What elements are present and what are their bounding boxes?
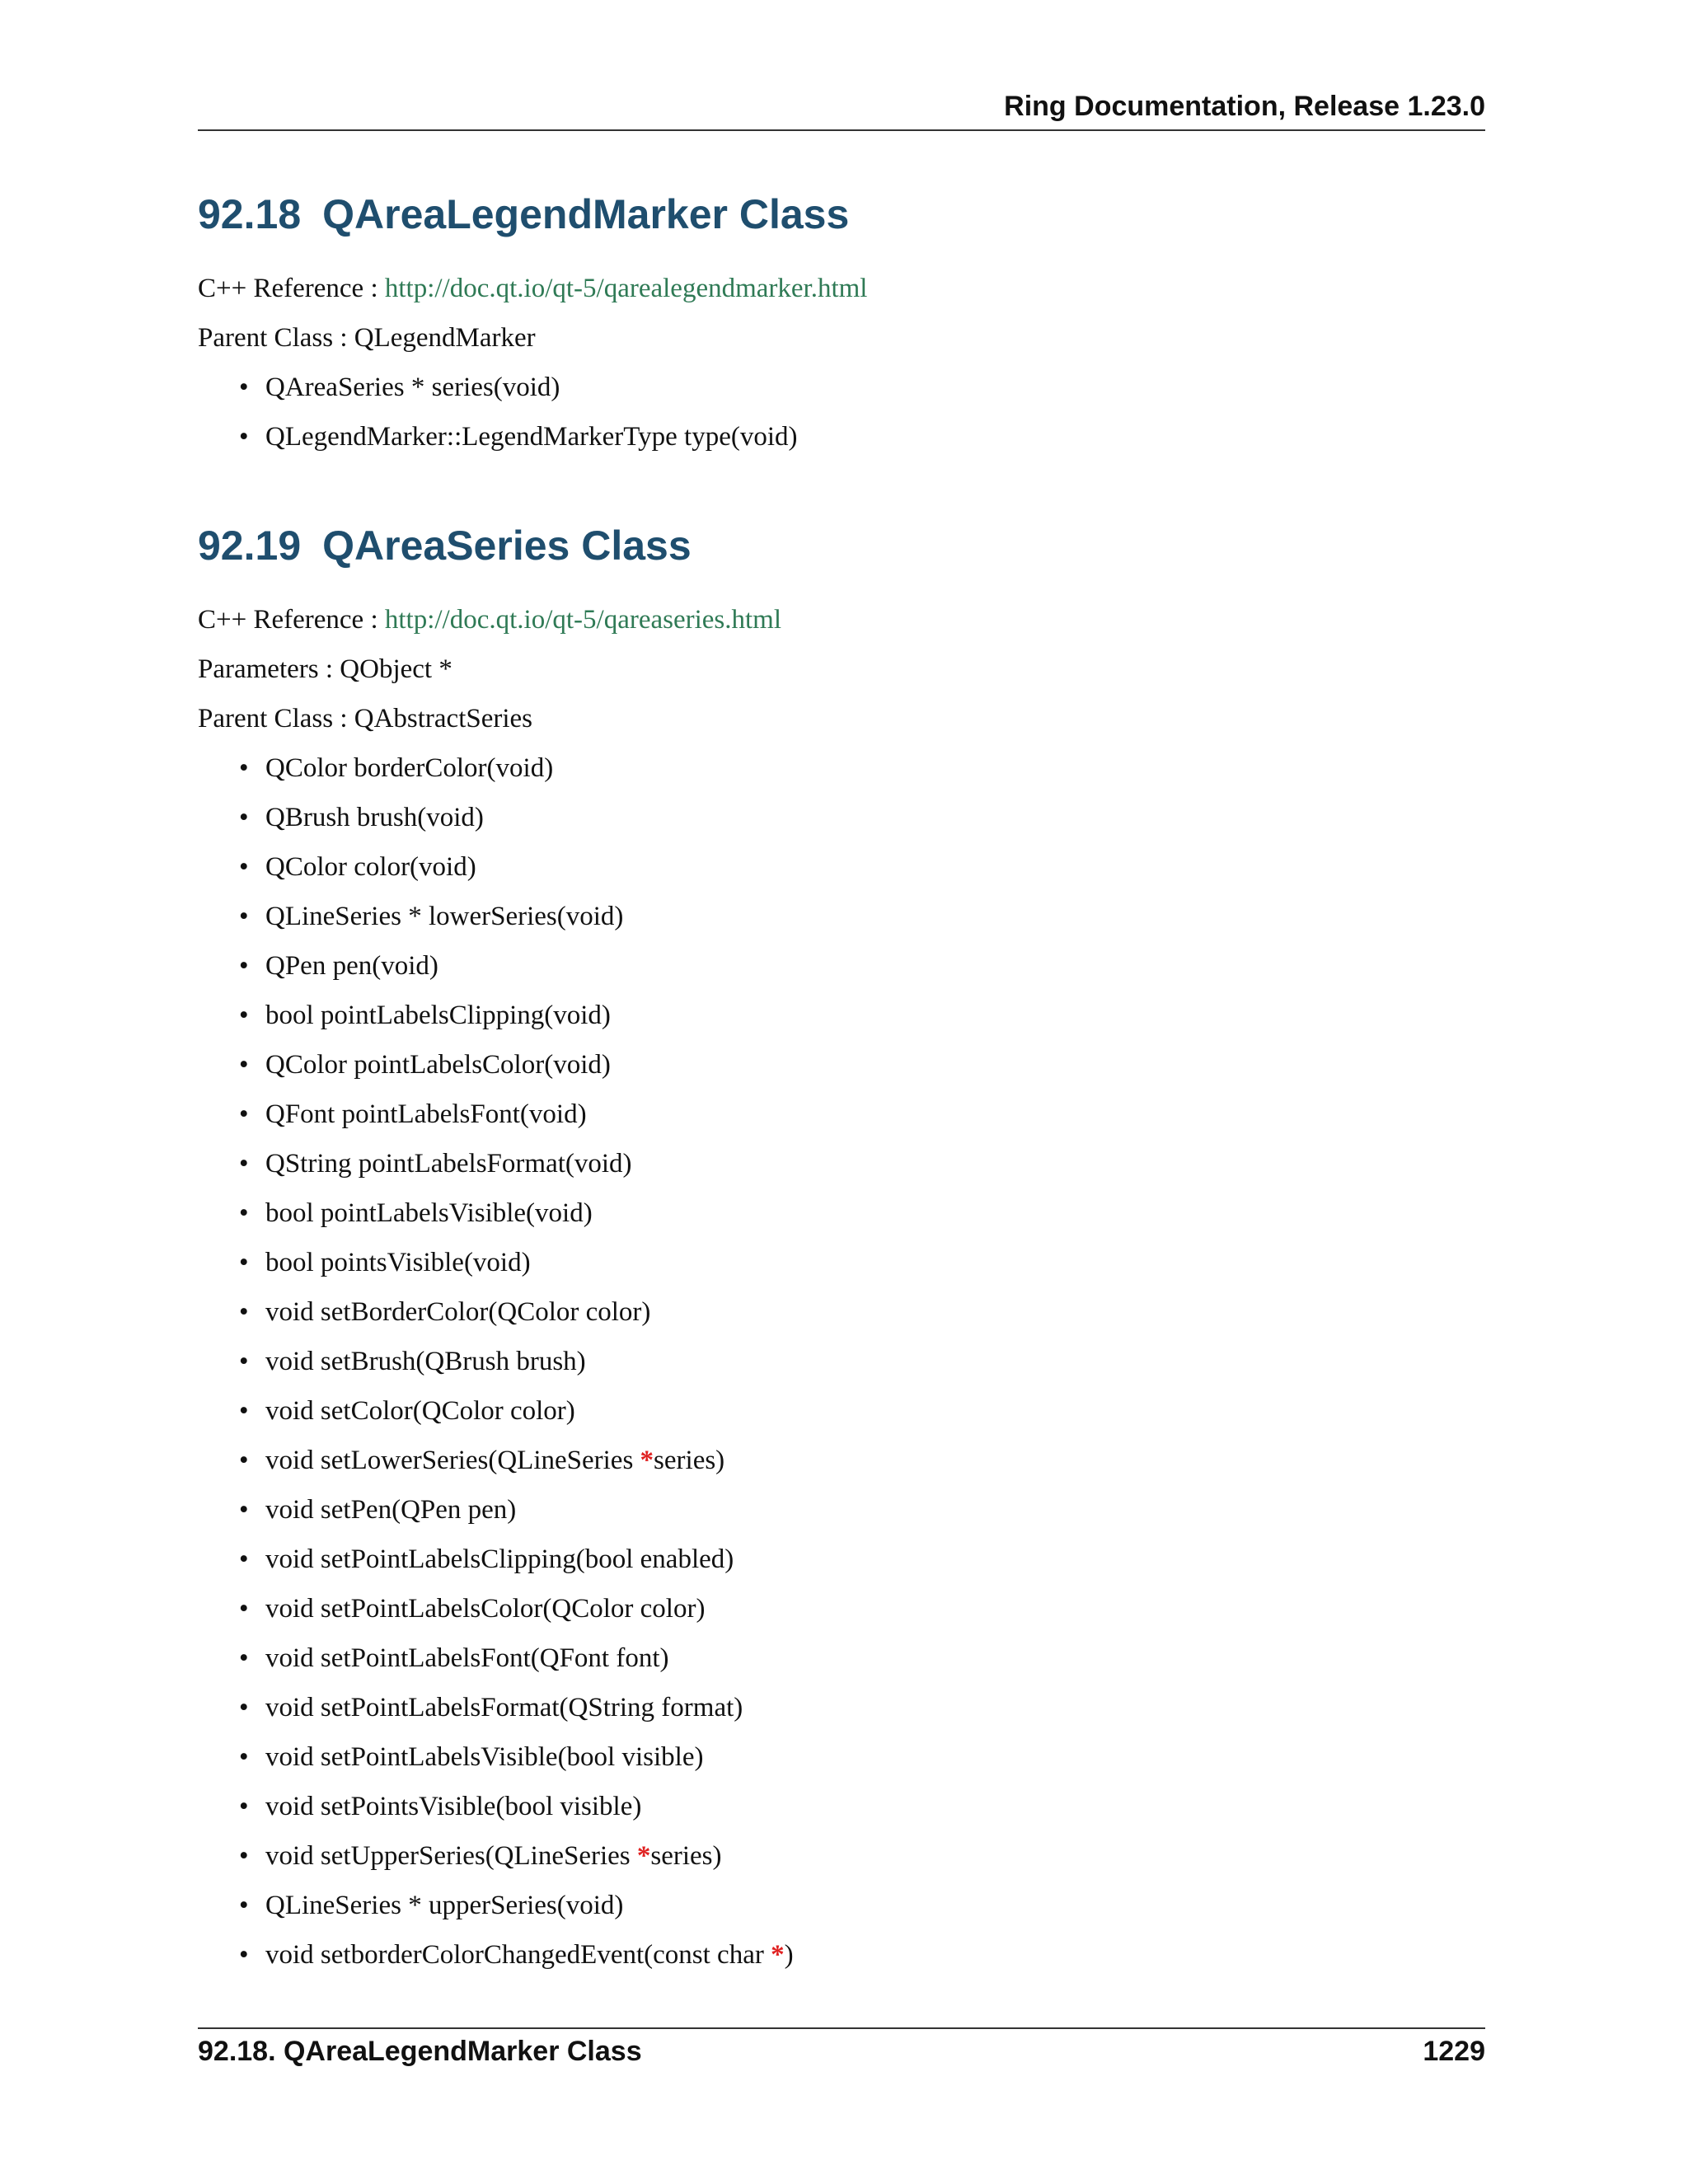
- section-title: [198, 521, 1485, 570]
- bullet: •: [239, 1495, 249, 1525]
- pointer-asterisk: *: [771, 1940, 785, 1970]
- method-signature: void setColor(QColor color): [265, 1396, 575, 1426]
- footer-rule: [198, 2027, 1485, 2029]
- section-heading-text: QAreaSeries Class: [322, 523, 692, 569]
- method-item: • QAreaSeries * series(void): [265, 363, 1485, 412]
- pointer-asterisk: *: [640, 1446, 654, 1475]
- bullet: •: [239, 852, 249, 882]
- method-item: [239, 1831, 1485, 1881]
- method-item: [239, 1881, 1485, 1930]
- bullet: •: [239, 1643, 249, 1673]
- footer-section-title: 92.18. QAreaLegendMarker Class: [198, 2036, 642, 2067]
- section-heading-text: QAreaLegendMarker Class: [322, 191, 850, 237]
- method-item: [239, 991, 1485, 1040]
- method-signature: QString pointLabelsFormat(void): [265, 1149, 632, 1179]
- method-item: • QLegendMarker::LegendMarkerType type(void): [265, 412, 1485, 462]
- method-item: [239, 1930, 1485, 1980]
- method-item: [239, 1188, 1485, 1238]
- bullet: •: [239, 1891, 249, 1920]
- method-item: [239, 1238, 1485, 1287]
- bullet: •: [239, 1396, 249, 1426]
- bullet: •: [239, 1594, 249, 1624]
- method-signature-rest: series): [650, 1841, 722, 1871]
- parent-class-line: [198, 694, 1485, 743]
- parent-class-line: [198, 313, 1485, 363]
- cpp-reference-label: C++ Reference :: [198, 605, 378, 635]
- method-item: [239, 1633, 1485, 1683]
- bullet: •: [239, 1347, 249, 1376]
- method-item: [239, 1584, 1485, 1633]
- parent-class-label: Parent Class :: [198, 323, 348, 353]
- parameters-line: [198, 644, 1485, 694]
- method-item: [239, 1139, 1485, 1188]
- bullet: •: [239, 1099, 249, 1129]
- parent-class-value: QAbstractSeries: [354, 704, 533, 733]
- bullet: •: [239, 951, 249, 981]
- bullet: •: [239, 1001, 249, 1030]
- method-signature: void setLowerSeries(QLineSeries: [265, 1446, 640, 1475]
- method-signature: void setborderColorChangedEvent(const char: [265, 1940, 771, 1970]
- bullet: •: [239, 753, 249, 783]
- cpp-reference-line: [198, 595, 1485, 644]
- method-item: [239, 941, 1485, 991]
- method-signature: QLineSeries * upperSeries(void): [265, 1891, 624, 1920]
- cpp-reference-link[interactable]: http://doc.qt.io/qt-5/qareaseries.html: [384, 605, 782, 635]
- method-signature: void setPointLabelsClipping(bool enabled): [265, 1544, 734, 1574]
- method-item: [239, 1386, 1485, 1436]
- method-item: [239, 1337, 1485, 1386]
- bullet: •: [239, 1050, 249, 1080]
- section-number: 92.19: [198, 523, 302, 569]
- method-signature: void setPointLabelsColor(QColor color): [265, 1594, 706, 1624]
- running-header: Ring Documentation, Release 1.23.0: [1004, 91, 1485, 122]
- bullet: •: [239, 1149, 249, 1179]
- bullet: •: [239, 1446, 249, 1475]
- bullet: •: [239, 373, 249, 402]
- bullet: •: [239, 1544, 249, 1574]
- cpp-reference-line: [198, 264, 1485, 313]
- parent-class-label: Parent Class :: [198, 704, 348, 733]
- method-signature-rest: series): [654, 1446, 725, 1475]
- bullet: •: [239, 902, 249, 931]
- method-item: [239, 793, 1485, 842]
- method-signature-rest: ): [784, 1940, 794, 1970]
- method-item: [239, 743, 1485, 793]
- bullet: •: [239, 1297, 249, 1327]
- method-item: [239, 1683, 1485, 1732]
- method-signature: QBrush brush(void): [265, 803, 484, 832]
- bullet: •: [239, 1198, 249, 1228]
- method-signature: void setUpperSeries(QLineSeries: [265, 1841, 637, 1871]
- parent-class-value: QLegendMarker: [354, 323, 536, 353]
- section-title: [198, 190, 1485, 239]
- parameters-label: Parameters :: [198, 654, 334, 684]
- method-item: [239, 1287, 1485, 1337]
- method-signature: void setPointLabelsFont(QFont font): [265, 1643, 669, 1673]
- method-signature: bool pointLabelsVisible(void): [265, 1198, 593, 1228]
- method-signature: bool pointLabelsClipping(void): [265, 1001, 611, 1030]
- method-signature: QColor color(void): [265, 852, 476, 882]
- method-item: [239, 1782, 1485, 1831]
- method-signature: QColor pointLabelsColor(void): [265, 1050, 611, 1080]
- method-item: [239, 1485, 1485, 1535]
- bullet: •: [239, 1248, 249, 1277]
- bullet: •: [239, 422, 249, 452]
- pointer-asterisk: *: [636, 1841, 651, 1871]
- section-qareaseries: [198, 521, 1485, 1980]
- method-signature: void setBrush(QBrush brush): [265, 1347, 586, 1376]
- bullet: •: [239, 1792, 249, 1821]
- page-number: 1229: [1423, 2036, 1485, 2067]
- method-signature: void setPointLabelsFormat(QString format): [265, 1693, 743, 1722]
- cpp-reference-link[interactable]: http://doc.qt.io/qt-5/qarealegendmarker.html: [384, 274, 868, 303]
- method-signature: QLineSeries * lowerSeries(void): [265, 902, 624, 931]
- method-item: [239, 842, 1485, 892]
- method-item: [239, 1535, 1485, 1584]
- bullet: •: [239, 1940, 249, 1970]
- section-number: 92.18: [198, 191, 302, 237]
- method-item: [239, 1090, 1485, 1139]
- parameters-value: QObject *: [340, 654, 452, 684]
- method-signature: void setBorderColor(QColor color): [265, 1297, 651, 1327]
- running-footer: [198, 2036, 1485, 2068]
- bullet: •: [239, 1693, 249, 1722]
- bullet: •: [239, 1742, 249, 1772]
- section-qarealegendmarker: [198, 190, 1485, 462]
- method-signature: void setPointLabelsVisible(bool visible): [265, 1742, 704, 1772]
- bullet: •: [239, 1841, 249, 1871]
- method-signature: void setPen(QPen pen): [265, 1495, 517, 1525]
- method-signature: void setPointsVisible(bool visible): [265, 1792, 642, 1821]
- method-list: [198, 743, 1485, 1980]
- method-signature: QPen pen(void): [265, 951, 438, 981]
- method-signature: QFont pointLabelsFont(void): [265, 1099, 587, 1129]
- bullet: •: [239, 803, 249, 832]
- cpp-reference-label: C++ Reference :: [198, 274, 378, 303]
- method-item: [239, 1040, 1485, 1090]
- method-item: [239, 1436, 1485, 1485]
- method-list: [198, 363, 1485, 462]
- header-rule: [198, 129, 1485, 131]
- method-item: [239, 892, 1485, 941]
- method-signature: bool pointsVisible(void): [265, 1248, 531, 1277]
- method-item: [239, 1732, 1485, 1782]
- method-signature: QColor borderColor(void): [265, 753, 554, 783]
